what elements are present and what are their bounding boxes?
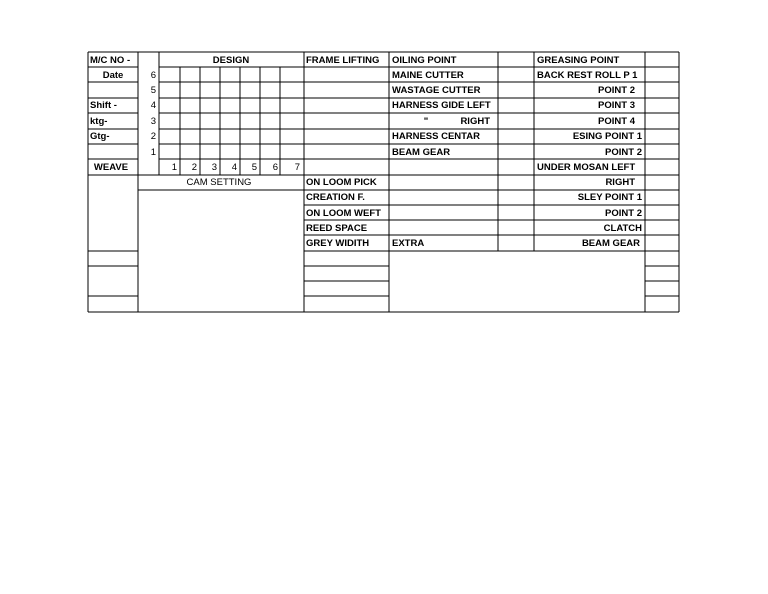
ktg-label: ktg-: [90, 116, 108, 127]
oiling-point-header: OILING POINT: [392, 55, 457, 66]
greasing-point-header: GREASING POINT: [537, 55, 620, 66]
on-loom-weft-label: ON LOOM WEFT: [306, 208, 381, 219]
row-number: 2: [150, 131, 156, 142]
row-number: 6: [150, 70, 156, 81]
cam-setting-label: CAM SETTING: [186, 177, 252, 188]
row-number: 3: [150, 116, 156, 127]
ditto-mark: ": [423, 116, 429, 127]
weave-number: 7: [294, 162, 300, 173]
greasing-item: CLATCH: [603, 223, 642, 234]
oiling-item: WASTAGE CUTTER: [392, 85, 481, 96]
greasing-item: UNDER MOSAN LEFT: [537, 162, 636, 173]
oiling-item: MAINE CUTTER: [392, 70, 464, 81]
grey-width-label: GREY WIDITH: [306, 238, 370, 249]
weave-label: WEAVE: [93, 162, 129, 173]
mc-no-label: M/C NO -: [90, 55, 131, 66]
oiling-item-extra: EXTRA: [392, 238, 425, 249]
table-grid: [88, 52, 679, 312]
oiling-item: BEAM GEAR: [392, 147, 451, 158]
reed-space-label: REED SPACE: [306, 223, 368, 234]
weave-number: 6: [272, 162, 278, 173]
greasing-item: RIGHT: [605, 177, 635, 188]
frame-lifting-header: FRAME LIFTING: [306, 55, 380, 66]
on-loom-pick-label: ON LOOM PICK: [306, 177, 377, 188]
greasing-item: BEAM GEAR: [581, 238, 640, 249]
greasing-item: ESING POINT 1: [572, 131, 642, 142]
gtg-label: Gtg-: [90, 131, 110, 142]
creation-f-label: CREATION F.: [306, 192, 365, 203]
greasing-item: POINT 2: [605, 147, 642, 158]
weave-number: 4: [231, 162, 237, 173]
greasing-item: POINT 4: [598, 116, 635, 127]
row-number: 5: [150, 85, 156, 96]
weave-number: 3: [211, 162, 217, 173]
oiling-item: HARNESS CENTAR: [392, 131, 480, 142]
greasing-item: POINT 3: [598, 100, 635, 111]
weave-number: 2: [191, 162, 197, 173]
greasing-item: SLEY POINT 1: [577, 192, 642, 203]
weave-number: 5: [251, 162, 257, 173]
shift-label: Shift -: [90, 100, 117, 111]
oiling-item: HARNESS GIDE LEFT: [392, 100, 491, 111]
greasing-item: POINT 2: [598, 85, 635, 96]
row-number: 1: [150, 147, 156, 158]
design-header: DESIGN: [212, 55, 250, 66]
oiling-item-right: RIGHT: [460, 116, 490, 127]
row-number: 4: [150, 100, 156, 111]
greasing-item: POINT 2: [605, 208, 642, 219]
date-label: Date: [102, 70, 124, 81]
greasing-item: BACK REST ROLL P 1: [537, 70, 638, 81]
weave-number: 1: [171, 162, 177, 173]
